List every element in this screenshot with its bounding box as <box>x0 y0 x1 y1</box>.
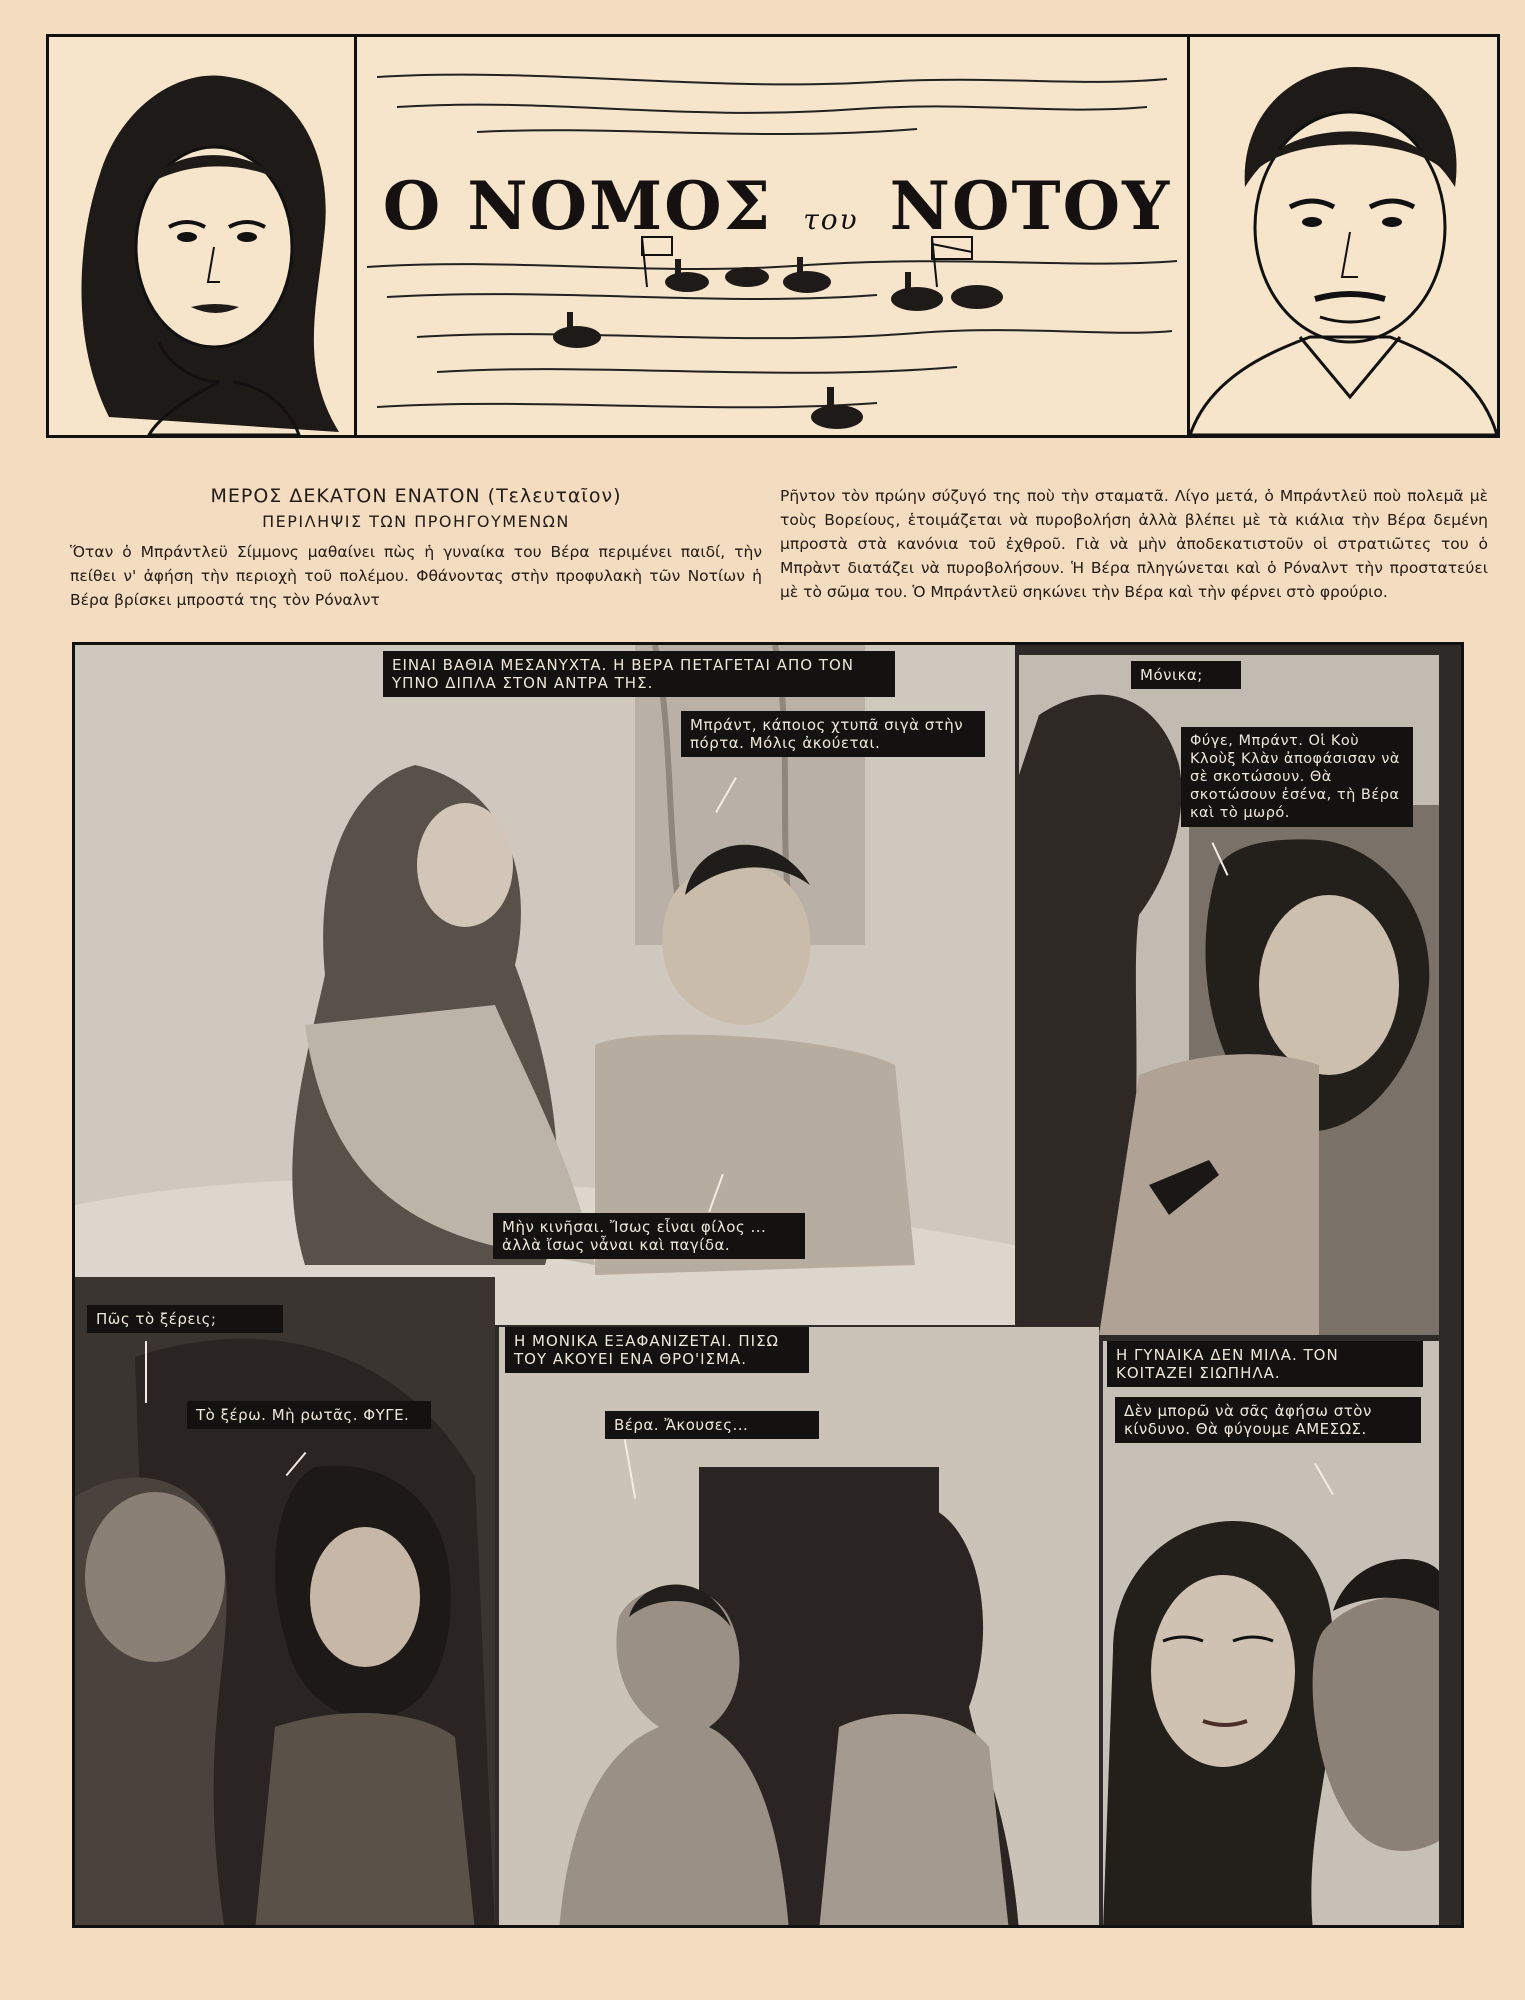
caption-woman-silent: Η ΓΥΝΑΙΚΑ ΔΕΝ ΜΙΛΑ. ΤΟΝ ΚΟΙΤΑΖΕΙ ΣΙΩΠΗΛΑ. <box>1107 1341 1423 1387</box>
balloon-how-do-you-know: Πῶς τὸ ξέρεις; <box>87 1305 283 1333</box>
title-banner <box>46 34 1500 438</box>
balloon-we-leave-now: Δὲν μπορῶ νὰ σᾶς ἀφήσω στὸν κίνδυνο. Θὰ φύγουμε ΑΜΕΣΩΣ. <box>1115 1397 1421 1443</box>
comic-panels <box>72 642 1464 1928</box>
balloon-dont-ask: Τὸ ξέρω. Μὴ ρωτᾶς. ΦΥΓΕ. <box>187 1401 431 1429</box>
heroine-portrait <box>49 37 354 435</box>
confrontation-scene-image <box>75 1277 495 1928</box>
title-part-1: Ο ΝΟΜΟΣ <box>382 167 773 245</box>
summary-heading: ΠΕΡΙΛΗΨΙΣ ΤΩΝ ΠΡΟΗΓΟΥΜΕΝΩΝ <box>262 512 570 531</box>
summary-left-column <box>70 484 762 612</box>
balloon-monica: Μόνικα; <box>1131 661 1241 689</box>
balloon-dont-move: Μὴν κινῆσαι. Ἴσως εἶναι φίλος ... ἀλλὰ ἴσως νἆναι καὶ παγίδα. <box>493 1213 805 1259</box>
balloon-tail <box>145 1341 147 1403</box>
title-area <box>357 37 1187 435</box>
caption-monica-disappears: Η ΜΟΝΙΚΑ ΕΞΑΦΑΝΙΖΕΤΑΙ. ΠΙΣΩ ΤΟΥ ΑΚΟΥΕΙ ΕΝΑ ΘΡΟ'ΙΣΜΑ. <box>505 1327 809 1373</box>
balloon-someone-knocking: Μπράντ, κάποιος χτυπᾶ σιγὰ στὴν πόρτα. Μόλις ἀκούεται. <box>681 711 985 757</box>
part-title: ΜΕΡΟΣ ΔΕΚΑΤΟΝ ΕΝΑΤΟΝ (Τελευταῖον) <box>210 485 622 507</box>
summary-text-right: Ρῆντον τὸν πρώην σύζυγό της ποὺ τὴν σταματᾶ. Λίγο μετά, ὁ Μπράντλεϋ ποὺ πολεμᾶ μὲ τοὺς Βορείους, ἑτοιμάζεται νὰ πυροβολήση ἀλλὰ βλέπει μὲ τὰ κιάλια τὴν Βέρα δεμένη μπροστὰ στὰ κανόνια τοῦ ἐχθροῦ. Γιὰ νὰ μὴν ἀποδεκατιστοῦν οἱ στρατιῶτες του ὁ Μπρὰντ διατάζει νὰ πυροβολήσουν. Ἡ Βέρα πληγώνεται καὶ ὁ Ρόναλντ τὴν προστατεύει μὲ τὸ σῶμα του. Ὁ Μπράντλεϋ σηκώνει τὴν Βέρα καὶ τὴν φέρνει στὸ φρούριο. <box>780 487 1488 601</box>
page-title <box>377 167 1177 245</box>
summary-text-left: Ὅταν ὁ Μπράντλεϋ Σίμμονς μαθαίνει πὼς ἡ γυναίκα του Βέρα περιμένει παιδί, τὴν πείθει ν' ἀφήση τὴν περιοχὴ τοῦ πολέμου. Φθάνοντας στὴν προφυλακὴ τῶν Νοτίων ἡ Βέρα βρίσκει μπροστά της τὸν Ρόναλντ <box>70 543 762 609</box>
panel-doorway <box>499 1327 1099 1928</box>
title-small-word: του <box>803 203 859 236</box>
panel-monica-warning <box>1019 655 1439 1335</box>
panel-bedroom <box>75 645 1015 1325</box>
caption-midnight: ΕΙΝΑΙ ΒΑΘΙΑ ΜΕΣΑΝΥΧΤΑ. Η ΒΕΡΑ ΠΕΤΑΓΕΤΑΙ ΑΠΟ ΤΟΝ ΥΠΝΟ ΔΙΠΛΑ ΣΤΟΝ ΑΝΤΡΑ ΤΗΣ. <box>383 651 895 697</box>
balloon-run-brad: Φύγε, Μπράντ. Οἱ Κοὺ Κλοὺξ Κλὰν ἀποφάσισαν νὰ σὲ σκοτώσουν. Θὰ σκοτώσουν ἐσένα, τὴ Βέρα καὶ τὸ μωρό. <box>1181 727 1413 827</box>
hero-portrait <box>1190 37 1497 435</box>
title-part-2: ΝΟΤΟΥ <box>889 167 1172 245</box>
panel-we-leave <box>1103 1341 1439 1928</box>
panel-how-do-you-know <box>75 1277 495 1928</box>
summary-right-column <box>780 484 1488 604</box>
balloon-vera-did-you-hear: Βέρα. Ἄκουσες... <box>605 1411 819 1439</box>
